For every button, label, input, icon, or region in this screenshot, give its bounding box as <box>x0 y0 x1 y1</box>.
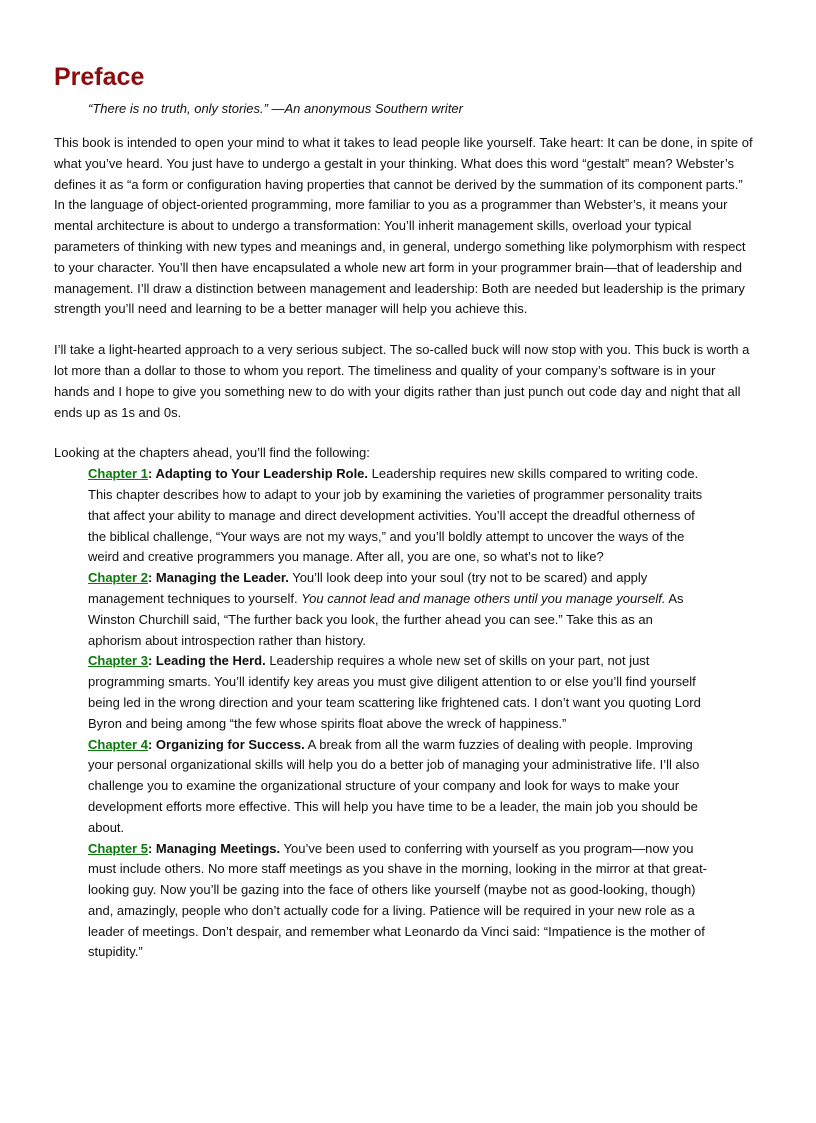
chapter-5-link[interactable]: Chapter 5 <box>88 840 148 856</box>
chapter-paragraph <box>88 839 708 964</box>
chapter-description: A break from all the warm fuzzies of dealing with people. Improving your personal organizational skills will help you do a better job of managing your administrative life. I’ll also challenge you to examine the organizational structure of your company and look for ways to make your development efforts more effective. This will help you have time to be a leader, the main job you should be about. <box>88 736 700 835</box>
chapter-description: You’ll look deep into your soul (try not to be scared) and apply management techniques to yourself. <box>88 570 648 606</box>
chapter-title: Managing the Leader. <box>155 570 289 586</box>
chapter-title: Leading the Herd. <box>155 653 266 669</box>
chapter-list <box>88 464 708 963</box>
body-text <box>54 133 754 963</box>
colon: : <box>147 570 156 586</box>
paragraph: I’ll take a light-hearted approach to a very serious subject. The so-called buck will now stop with you. This buck is worth a lot more than a dollar to those to whom you report. The timeliness and quality of your company’s software is in your hands and I hope to give you something new to do with your digits rather than just punch out code day and night that all ends up as 1s and 0s. <box>54 342 750 420</box>
chapter-entry <box>88 735 708 839</box>
page-title: Preface <box>54 63 145 91</box>
epigraph: “There is no truth, only stories.” —An anonymous Southern writer <box>88 101 463 116</box>
paragraph: This book is intended to open your mind to what it takes to lead people like yourself. Take heart: It can be done, in spite of what you’ve heard. You just have to undergo a gestalt in your thinking. What does this word “gestalt” mean? Webster’s defines it as “a form or configuration having properties that cannot be derived by the summation of its component parts.” In the language of object-oriented programming, more familiar to you as a programmer than Webster’s, it means your mental architecture is about to undergo a transformation: You’ll inherit management skills, overload your typical parameters of thinking with new types and meanings and, in general, undergo something like polymorphism with respect to your character. You’ll then have encapsulated a whole new art form in your programmer brain—that of leadership and management. I’ll draw a distinction between management and leadership: Both are needed but leadership is the primary strength you’ll need and learning to be a better manager will help you achieve this. <box>54 135 753 317</box>
chapters-intro: Looking at the chapters ahead, you’ll find the following: <box>54 445 370 461</box>
chapter-entry <box>88 568 708 651</box>
chapter-description: Leadership requires a whole new set of skills on your part, not just programming smarts. You’ll identify key areas you must give diligent attention to or else you’ll find yourself being led in the wrong direction and your team scattering like frightened cats. I don’t want you quoting Lord Byron and being among “the few whose spirits float above the wreck of happiness.” <box>88 653 701 731</box>
colon: : <box>147 466 156 482</box>
colon: : <box>147 840 156 856</box>
chapter-entry <box>88 464 708 568</box>
chapter-emphasis: You cannot lead and manage others until you manage yourself. <box>301 590 666 606</box>
chapter-2-link[interactable]: Chapter 2 <box>88 570 148 586</box>
chapter-3-link[interactable]: Chapter 3 <box>88 653 148 669</box>
chapter-paragraph <box>88 464 708 568</box>
chapter-entry <box>88 839 708 964</box>
chapter-paragraph <box>88 735 708 839</box>
chapter-paragraph <box>88 568 708 651</box>
chapter-1-link[interactable]: Chapter 1 <box>88 466 148 482</box>
chapter-entry <box>88 651 708 734</box>
chapter-title: Adapting to Your Leadership Role. <box>155 466 369 482</box>
chapter-description: You’ve been used to conferring with yourself as you program—now you must include others. No more staff meetings as you shave in the morning, looking in the mirror at that great-looking guy. Now you’ll be gazing into the face of others like yourself (maybe not as good-looking, though) and, amazingly, people who don’t actually code for a living. Patience will be required in your new role as a leader of meetings. Don’t despair, and remember what Leonardo da Vinci said: “Impatience is the mother of stupidity.” <box>88 840 708 960</box>
colon: : <box>147 736 156 752</box>
chapter-title: Organizing for Success. <box>155 736 305 752</box>
colon: : <box>147 653 156 669</box>
chapter-description-continued: As Winston Churchill said, “The further back you look, the further ahead you can see.” Take this as an aphorism about introspection rather than history. <box>88 590 684 648</box>
chapter-4-link[interactable]: Chapter 4 <box>88 736 148 752</box>
chapter-description: Leadership requires new skills compared to writing code. This chapter describes how to adapt to your job by examining the varieties of programmer personality traits that affect your ability to manage and direct development activities. You’ll accept the dreadful otherness of the biblical challenge, “Your ways are not my ways,” and you’ll boldly attempt to uncover the ways of the weird and creative programmers you manage. After all, you are one, so what’s not to like? <box>88 466 703 565</box>
chapter-title: Managing Meetings. <box>155 840 281 856</box>
chapter-paragraph <box>88 651 708 734</box>
